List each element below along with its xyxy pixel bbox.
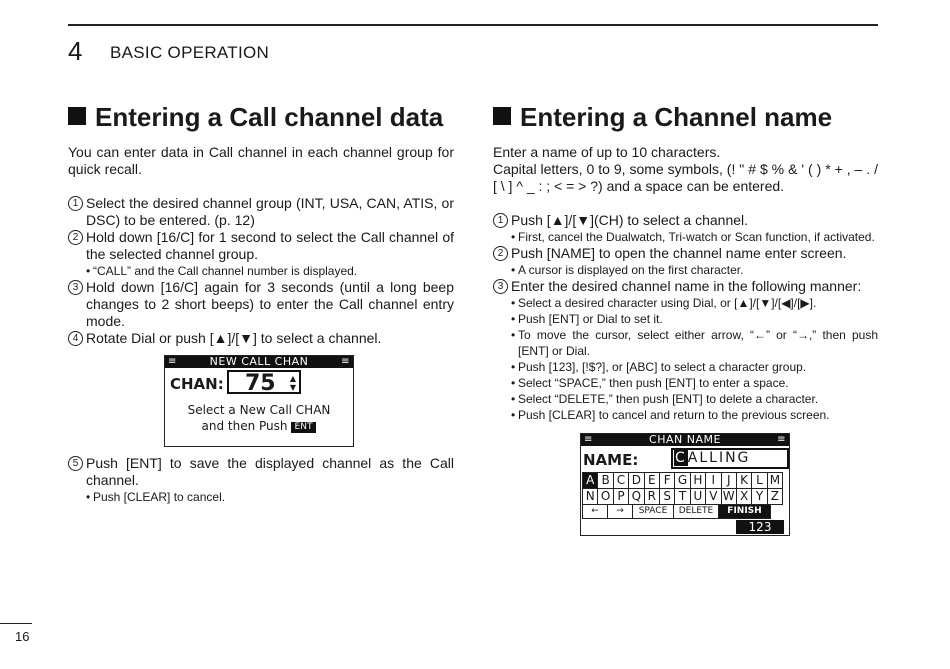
char-key: N (582, 488, 598, 505)
char-key: A (582, 472, 598, 489)
step-list (68, 195, 454, 347)
text-cursor: C (675, 450, 687, 466)
page-number-rule (0, 623, 32, 624)
char-key: T (674, 488, 690, 505)
step-note: • Select “DELETE,” then push [ENT] to delete a character. (511, 391, 878, 407)
square-bullet-icon (68, 107, 86, 125)
top-rule (68, 24, 878, 26)
character-group-badge: 123 (736, 520, 784, 534)
step-1: 1 Push [▲]/[▼](CH) to select a channel. • First, cancel the Dualwatch, Tri-watch or Scan function, if activated. (493, 212, 878, 245)
step-2: 2 Push [NAME] to open the channel name enter screen. • A cursor is displayed on the first character. (493, 245, 878, 278)
chan-name-screen (580, 433, 790, 536)
char-key: P (613, 488, 629, 505)
step-note: • Push [ENT] or Dial to set it. (511, 311, 878, 327)
intro-text-2: Capital letters, 0 to 9, some symbols, (! " # $ % & ' ( ) * + , – . / [ \ ] ^ _ : ; < = > ?) and a space can be entered. (493, 161, 878, 194)
menu-icon: ≡ (341, 356, 350, 367)
screen-instruction-line1: Select a New Call CHAN (187, 403, 331, 417)
step-3: 3 Enter the desired channel name in the following manner: • Select a desired character using Dial, or [▲]/[▼]/[◀]/[▶]. • Push [ENT] or Dial to set it. • To move the cursor, select either arrow, “←” or “→,” then push [ENT] or Dial. • Push [123], [!$?], or [ABC] to select a character group. • Select “SPACE,” then push [ENT] to enter a space. • Select “DELETE,” then push [ENT] to delete a character. • Push [CLEAR] to cancel and return to the previous screen. (493, 278, 878, 423)
chapter-title: BASIC OPERATION (110, 43, 270, 62)
name-entry-box: CALLING (671, 448, 789, 469)
function-key: FINISH (718, 504, 771, 519)
function-key: DELETE (673, 504, 719, 519)
char-key: Y (751, 488, 767, 505)
character-key-grid (582, 472, 782, 504)
step-note: • “CALL” and the Call channel number is displayed. (86, 263, 454, 279)
menu-icon: ≡ (168, 356, 177, 367)
screen-title-bar: ≡ CHAN NAME ≡ (581, 434, 789, 446)
function-key: → (607, 504, 633, 519)
char-key: V (705, 488, 721, 505)
step-5: 5 Push [ENT] to save the displayed channel as the Call channel. • Push [CLEAR] to cancel. (68, 455, 454, 505)
char-key: F (659, 472, 675, 489)
char-key: Z (767, 488, 783, 505)
step-note: • To move the cursor, select either arrow, “←” or “→,” then push [ENT] or Dial. (511, 327, 878, 359)
char-key: U (690, 488, 706, 505)
char-key: J (721, 472, 737, 489)
screen-title-bar: ≡ NEW CALL CHAN ≡ (165, 356, 353, 368)
name-label: NAME: (583, 451, 639, 469)
char-key: H (690, 472, 706, 489)
function-key-row (582, 504, 787, 519)
page-number: 16 (15, 629, 30, 644)
step-note: • Push [123], [!$?], or [ABC] to select a character group. (511, 359, 878, 375)
screen-instruction-line2: and then Push ENT (165, 418, 353, 435)
menu-icon: ≡ (584, 434, 593, 445)
section-heading-channel-name: Entering a Channel name (493, 100, 878, 134)
char-key: S (659, 488, 675, 505)
function-key: ← (582, 504, 608, 519)
intro-text: You can enter data in Call channel in each channel group for quick recall. (68, 144, 454, 177)
step-note: • Select a desired character using Dial, or [▲]/[▼]/[◀]/[▶]. (511, 295, 878, 311)
char-key: M (767, 472, 783, 489)
char-key: X (736, 488, 752, 505)
char-key: E (644, 472, 660, 489)
intro-text-1: Enter a name of up to 10 characters. (493, 144, 721, 160)
char-key: K (736, 472, 752, 489)
char-key: R (644, 488, 660, 505)
step-note: • Push [CLEAR] to cancel. (86, 489, 454, 505)
chan-value-box: 75 ▲ ▼ (227, 370, 301, 394)
new-call-chan-screen (164, 355, 354, 447)
chapter-number: 4 (68, 36, 83, 66)
step-3: 3 Hold down [16/C] again for 3 seconds (until a long beep changes to 2 short beeps) to enter the Call channel entry mode. (68, 279, 454, 330)
char-key: C (613, 472, 629, 489)
menu-icon: ≡ (777, 434, 786, 445)
step-2: 2 Hold down [16/C] for 1 second to select the Call channel of the selected channel group. • “CALL” and the Call channel number is displayed. (68, 229, 454, 279)
char-key: I (705, 472, 721, 489)
left-column (68, 100, 454, 505)
step-note: • Select “SPACE,” then push [ENT] to enter a space. (511, 375, 878, 391)
up-down-arrows-icon: ▲ ▼ (289, 374, 296, 392)
function-key: SPACE (632, 504, 674, 519)
char-key: L (751, 472, 767, 489)
step-note: • A cursor is displayed on the first character. (511, 262, 878, 278)
right-column (493, 100, 878, 536)
chan-label: CHAN: (170, 375, 224, 393)
square-bullet-icon (493, 107, 511, 125)
char-key: Q (628, 488, 644, 505)
step-note: • First, cancel the Dualwatch, Tri-watch or Scan function, if activated. (511, 229, 878, 245)
step-note: • Push [CLEAR] to cancel and return to the previous screen. (511, 407, 878, 423)
char-key: G (674, 472, 690, 489)
step-list (493, 212, 878, 423)
char-key: B (597, 472, 613, 489)
char-key: D (628, 472, 644, 489)
char-key: O (597, 488, 613, 505)
ent-key-badge: ENT (291, 422, 317, 433)
section-heading-call-channel: Entering a Call channel data (68, 100, 454, 134)
step-1: 1 Select the desired channel group (INT, USA, CAN, ATIS, or DSC) to be entered. (p. 12) (68, 195, 454, 229)
step-4: 4 Rotate Dial or push [▲]/[▼] to select a channel. (68, 330, 454, 347)
char-key: W (721, 488, 737, 505)
